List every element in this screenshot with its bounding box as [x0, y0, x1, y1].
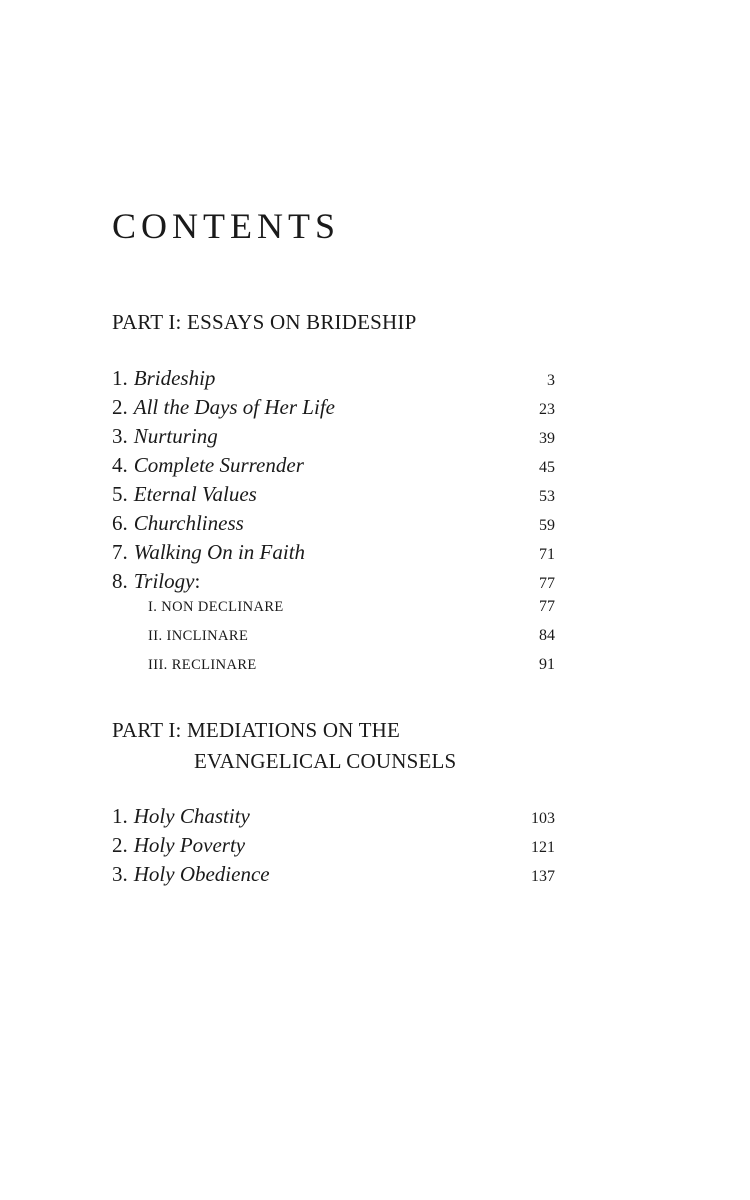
entry-page-number: 77: [539, 575, 555, 592]
toc-entry[interactable]: [112, 482, 555, 511]
toc-list-part-2: [112, 804, 555, 891]
entry-title: Holy Poverty: [133, 833, 246, 857]
toc-entry[interactable]: [112, 366, 555, 395]
entry-title: Churchliness: [133, 511, 244, 535]
entry-title-suffix: :: [194, 569, 201, 593]
toc-entry[interactable]: [112, 862, 555, 891]
toc-entry[interactable]: [112, 833, 555, 862]
subentry-page-number: 77: [539, 598, 555, 615]
toc-entry[interactable]: [112, 804, 555, 833]
entry-title: Holy Obedience: [133, 862, 270, 886]
part-heading-line-1: PART I: MEDIATIONS ON THE: [112, 718, 401, 742]
entry-number: 2.: [112, 395, 128, 419]
subentry-label: III. RECLINARE: [148, 657, 257, 673]
entry-page-number: 121: [531, 839, 555, 856]
entry-page-number: 71: [539, 546, 555, 563]
entry-number: 3.: [112, 862, 128, 886]
toc-entry[interactable]: [112, 395, 555, 424]
entry-title: Walking On in Faith: [133, 540, 306, 564]
toc-entry[interactable]: [112, 453, 555, 482]
part-heading: [112, 718, 456, 774]
entry-page-number: 137: [531, 868, 555, 885]
toc-entry[interactable]: [112, 424, 555, 453]
toc-subentry[interactable]: [112, 656, 555, 685]
entry-page-number: 103: [531, 810, 555, 827]
entry-number: 1.: [112, 366, 128, 390]
toc-subentry[interactable]: [112, 598, 555, 627]
entry-number: 2.: [112, 833, 128, 857]
entry-page-number: 39: [539, 430, 555, 447]
entry-page-number: 45: [539, 459, 555, 476]
part-heading: PART I: ESSAYS ON BRIDESHIP: [112, 310, 417, 334]
entry-number: 7.: [112, 540, 128, 564]
entry-page-number: 23: [539, 401, 555, 418]
entry-page-number: 59: [539, 517, 555, 534]
entry-number: 6.: [112, 511, 128, 535]
entry-number: 3.: [112, 424, 128, 448]
entry-title: Nurturing: [133, 424, 218, 448]
toc-entry[interactable]: [112, 540, 555, 569]
subentry-label: II. INCLINARE: [148, 628, 249, 644]
toc-list-part-1: [112, 366, 555, 685]
entry-title: Complete Surrender: [133, 453, 304, 477]
entry-title: Eternal Values: [133, 482, 257, 506]
subentry-label: I. NON DECLINARE: [148, 599, 284, 615]
entry-number: 4.: [112, 453, 128, 477]
entry-title: Brideship: [133, 366, 216, 390]
subentry-page-number: 84: [539, 627, 555, 644]
toc-entry[interactable]: [112, 569, 555, 598]
entry-title: Holy Chastity: [133, 804, 250, 828]
subentry-page-number: 91: [539, 656, 555, 673]
entry-page-number: 53: [539, 488, 555, 505]
entry-number: 8.: [112, 569, 128, 593]
entry-number: 1.: [112, 804, 128, 828]
part-heading-line-2: EVANGELICAL COUNSELS: [194, 749, 457, 773]
entry-title: Trilogy: [133, 569, 195, 593]
page-title: CONTENTS: [112, 206, 340, 246]
toc-subentry[interactable]: [112, 627, 555, 656]
entry-title: All the Days of Her Life: [133, 395, 335, 419]
entry-page-number: 3: [547, 372, 555, 389]
entry-number: 5.: [112, 482, 128, 506]
toc-entry[interactable]: [112, 511, 555, 540]
